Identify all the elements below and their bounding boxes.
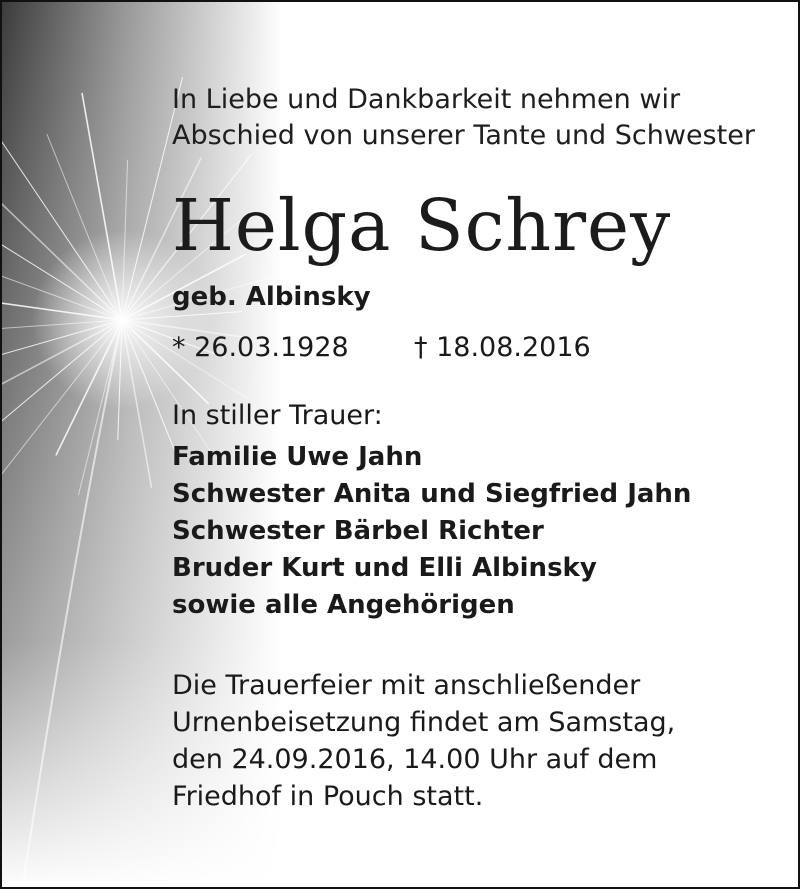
- maiden-name: geb. Albinsky: [172, 282, 371, 312]
- mourner-name: Familie Uwe Jahn: [172, 442, 423, 472]
- death-date: † 18.08.2016: [414, 332, 591, 363]
- ceremony-line: Die Trauerfeier mit anschließender: [172, 670, 641, 701]
- intro-line: Abschied von unserer Tante und Schwester: [172, 120, 755, 151]
- deceased-name: Helga Schrey: [172, 184, 672, 267]
- birth-date: * 26.03.1928: [172, 332, 349, 363]
- mourners-heading: In stiller Trauer:: [172, 400, 383, 431]
- ceremony-line: Friedhof in Pouch statt.: [172, 781, 484, 812]
- mourner-name: Schwester Anita und Siegfried Jahn: [172, 479, 692, 509]
- ceremony-line: Urnenbeisetzung findet am Samstag,: [172, 707, 676, 738]
- ceremony-line: den 24.09.2016, 14.00 Uhr auf dem: [172, 744, 658, 775]
- mourner-name: sowie alle Angehörigen: [172, 590, 515, 620]
- mourner-name: Schwester Bärbel Richter: [172, 516, 544, 546]
- intro-line: In Liebe und Dankbarkeit nehmen wir: [172, 84, 681, 115]
- mourner-name: Bruder Kurt und Elli Albinsky: [172, 553, 597, 583]
